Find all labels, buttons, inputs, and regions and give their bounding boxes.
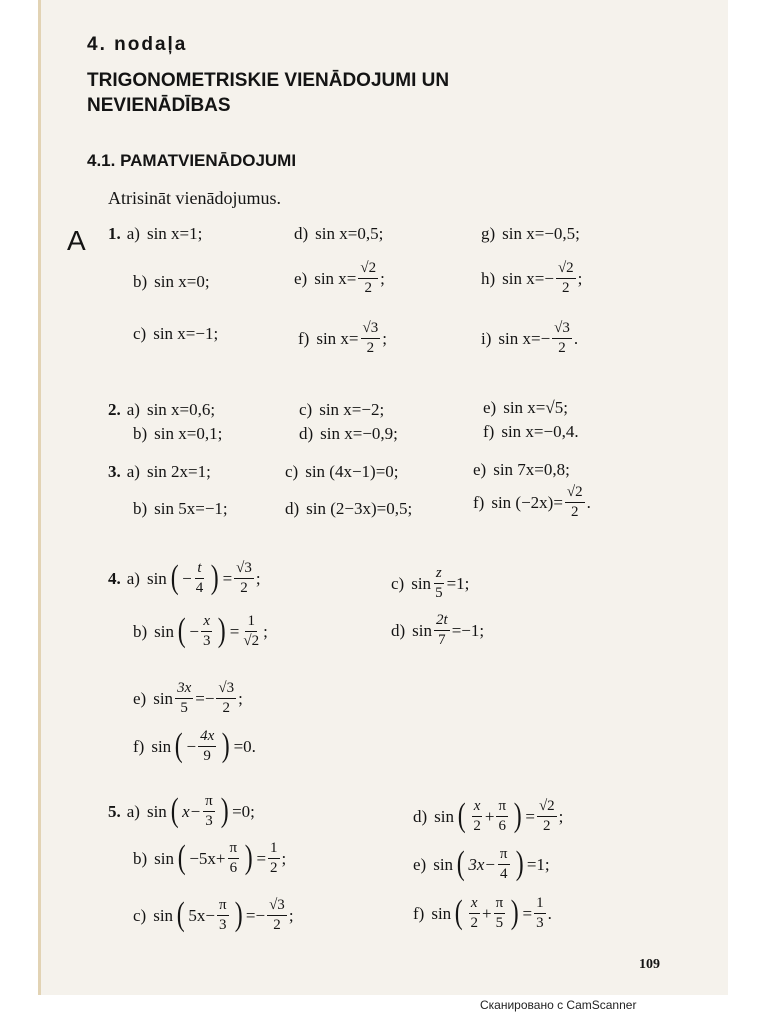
fraction: $\frac{x}{2}$ xyxy=(473,798,481,834)
page-number: 109 xyxy=(639,957,660,972)
fraction: $\frac{4x}{9}$ xyxy=(200,728,215,764)
fraction: $\frac{\pi}{5}$ xyxy=(495,895,504,931)
fraction: $\frac{\pi}{4}$ xyxy=(499,846,508,882)
problem-1d: d) sin x=0,5; xyxy=(294,224,384,243)
problem-5d: d) sin ( $\frac{x}{2}$ + $\frac{\pi}{6}$ ) = $\frac{√2}{2}$ ; xyxy=(413,797,564,834)
fraction: $\frac{√3}{2}$ xyxy=(362,320,379,356)
problem-5c: c) sin ( 5x− $\frac{\pi}{3}$ ) =− $\frac{√3}{2}$ ; xyxy=(133,896,294,933)
problem-2f: f) sin x=−0,4. xyxy=(483,422,579,441)
problem-4a: 4. a) sin ( − $\frac{t}{4}$ ) = $\frac{√3}{2}$ ; xyxy=(108,559,261,596)
fraction: $\frac{√2}{2}$ xyxy=(566,484,583,520)
problem-4e: e) sin $\frac{3x}{5}$ =− $\frac{√3}{2}$ ; xyxy=(133,680,243,716)
problem-4c: c) sin $\frac{z}{5}$ =1; xyxy=(391,565,470,601)
problem-2e: e) sin x=√5; xyxy=(483,398,568,417)
book-page xyxy=(38,0,728,995)
chapter-title: TRIGONOMETRISKIE VIENĀDOJUMI UN NEVIENĀDĪBAS xyxy=(87,70,450,116)
problem-2c: c) sin x=−2; xyxy=(299,400,385,419)
problem-3f: f) sin (−2x)= $\frac{√2}{2}$ . xyxy=(473,484,591,520)
problem-5f: f) sin ( $\frac{x}{2}$ + $\frac{\pi}{5}$ ) = $\frac{1}{3}$ . xyxy=(413,894,552,931)
level-label: A xyxy=(67,225,86,256)
section-heading: 4.1. PAMATVIENĀDOJUMI xyxy=(87,151,297,170)
fraction: $\frac{x}{3}$ xyxy=(202,613,211,649)
fraction: $\frac{√2}{2}$ xyxy=(538,798,555,834)
instruction-text: Atrisināt vienādojumus. xyxy=(108,188,281,208)
problem-3b: b) sin 5x=−1; xyxy=(133,499,228,518)
problem-1a: 1. a) sin x=1; xyxy=(108,224,203,243)
problem-5e: e) sin ( 3x− $\frac{\pi}{4}$ ) =1; xyxy=(413,845,550,882)
fraction: $\frac{x}{2}$ xyxy=(470,895,478,931)
fraction: $\frac{√3}{2}$ xyxy=(269,897,285,933)
problem-4b: b) sin ( − $\frac{x}{3}$ ) = $\frac{1}{√2}$ ; xyxy=(133,612,268,649)
problem-1h: h) sin x=− $\frac{√2}{2}$ ; xyxy=(481,260,583,296)
fraction: $\frac{1}{3}$ xyxy=(536,895,544,931)
scanner-watermark: Сканировано с CamScanner xyxy=(480,998,637,1012)
fraction: $\frac{z}{5}$ xyxy=(435,565,443,601)
fraction: $\frac{3x}{5}$ xyxy=(177,680,192,716)
problem-1c: c) sin x=−1; xyxy=(133,324,219,343)
fraction: $\frac{2t}{7}$ xyxy=(436,612,448,648)
problem-3a: 3. a) sin 2x=1; xyxy=(108,462,211,481)
fraction: $\frac{1}{2}$ xyxy=(270,840,278,876)
problem-4f: f) sin ( − $\frac{4x}{9}$ ) =0. xyxy=(133,727,256,764)
chapter-heading: 4. nodaļa xyxy=(87,34,188,55)
fraction: $\frac{\pi}{6}$ xyxy=(229,840,238,876)
problem-1e: e) sin x= $\frac{√2}{2}$ ; xyxy=(294,260,385,296)
fraction: $\frac{√3}{2}$ xyxy=(218,680,235,716)
problem-1i: i) sin x=− $\frac{√3}{2}$ . xyxy=(481,320,579,356)
problem-number: 1. xyxy=(108,224,121,243)
fraction: $\frac{√2}{2}$ xyxy=(557,260,574,296)
problem-4d: d) sin $\frac{2t}{7}$ =−1; xyxy=(391,612,485,648)
fraction: $\frac{√3}{2}$ xyxy=(554,320,570,356)
problem-2d: d) sin x=−0,9; xyxy=(299,424,398,443)
problem-2b: b) sin x=0,1; xyxy=(133,424,223,443)
problem-5a: 5. a) sin ( x− $\frac{\pi}{3}$ ) =0; xyxy=(108,792,255,829)
fraction: $\frac{\pi}{6}$ xyxy=(498,798,507,834)
problem-1f: f) sin x= $\frac{√3}{2}$ ; xyxy=(298,320,387,356)
fraction: $\frac{\pi}{3}$ xyxy=(218,897,227,933)
fraction: $\frac{√3}{2}$ xyxy=(236,560,252,596)
problem-5b: b) sin ( −5x+ $\frac{\pi}{6}$ ) = $\frac{1}{2}$ ; xyxy=(133,839,287,876)
fraction: $\frac{\pi}{3}$ xyxy=(205,793,213,829)
problem-2a: 2. a) sin x=0,6; xyxy=(108,400,216,419)
fraction: $\frac{1}{√2}$ xyxy=(243,613,260,649)
problem-1b: b) sin x=0; xyxy=(133,272,210,291)
problem-3e: e) sin 7x=0,8; xyxy=(473,460,570,479)
problem-3d: d) sin (2−3x)=0,5; xyxy=(285,499,413,518)
fraction: $\frac{t}{4}$ xyxy=(195,560,204,596)
problem-1g: g) sin x=−0,5; xyxy=(481,224,580,243)
problem-3c: c) sin (4x−1)=0; xyxy=(285,462,399,481)
fraction: $\frac{√2}{2}$ xyxy=(360,260,377,296)
